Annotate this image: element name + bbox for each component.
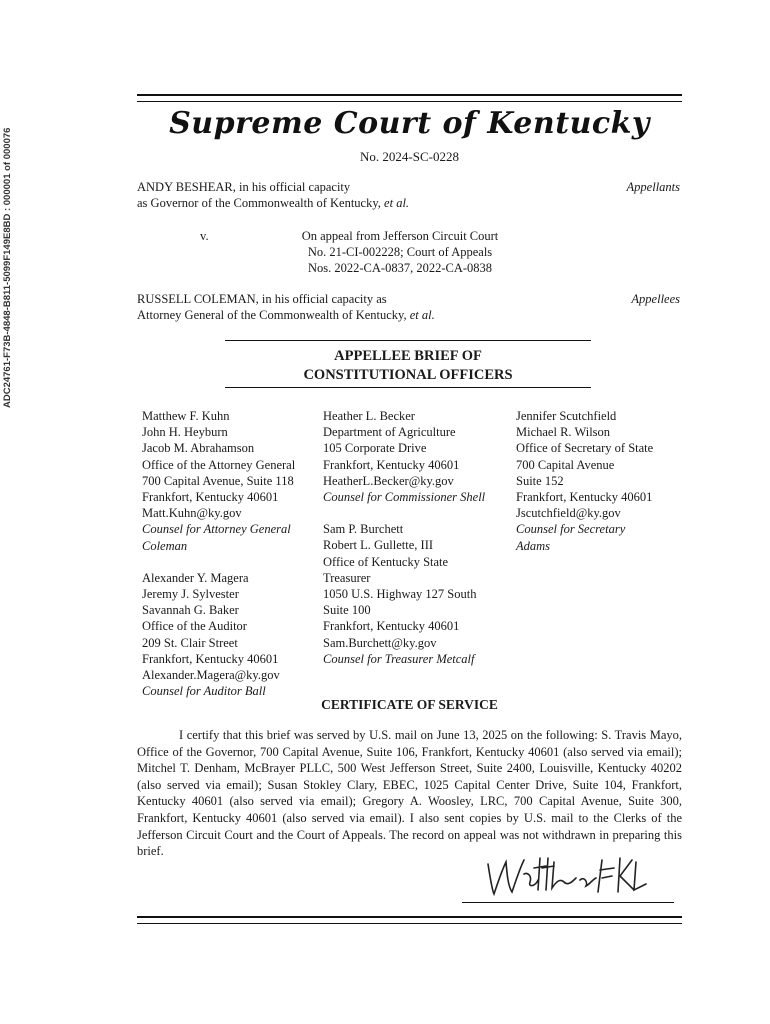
counsel-office: Office of Secretary of State bbox=[516, 441, 654, 456]
appellant-line1: ANDY BESHEAR, in his official capacity bbox=[137, 180, 351, 194]
appellant-line2 bbox=[137, 195, 409, 212]
certificate-body: I certify that this brief was served by U.S. mail on June 13, 2025 on the following: S. Travis Mayo, Office of the Governor, 700 Capital Avenue, Suite 106, Frankfort, Kentucky 40601 (also served via email); Mitchel T. Denham, McBrayer PLLC, 500 West Jefferson Street, Suite 2400, Louisville, Kentucky 40202 (also served via email); Susan Stokley Clary, EBEC, 1025 Capital Center Drive, Suite 104, Frankfort, Kentucky 40601 (also served via email); Gregory A. Woosley, LRC, 700 Capital Avenue, Suite 300, Frankfort, Kentucky 40601 (also served via email). I also sent copies by U.S. mail to the Clerks of the Jefferson Circuit Court and the Court of Appeals. The record on appeal was not withdrawn in preparing this brief. bbox=[137, 728, 682, 859]
counsel-city: Frankfort, Kentucky 40601 bbox=[323, 457, 460, 472]
counsel-email: Sam.Burchett@ky.gov bbox=[323, 635, 437, 650]
signature-line bbox=[462, 902, 674, 903]
counsel-name: Heather L. Becker bbox=[323, 409, 415, 423]
case-number: No. 2024-SC-0228 bbox=[360, 149, 459, 164]
counsel-address: Suite 152 bbox=[516, 473, 564, 488]
counsel-role: Counsel for Auditor Ball bbox=[142, 684, 266, 699]
title-rule-top bbox=[225, 340, 591, 341]
counsel-address: 1050 U.S. Highway 127 South bbox=[323, 587, 477, 602]
counsel-address: 700 Capital Avenue, Suite 118 bbox=[142, 473, 294, 488]
counsel-office: Department of Agriculture bbox=[323, 425, 456, 440]
court-title: Supreme Court of Kentucky bbox=[169, 106, 650, 141]
counsel-role: Coleman bbox=[142, 538, 188, 553]
versus: v. bbox=[200, 229, 209, 243]
counsel-name: John H. Heyburn bbox=[142, 425, 228, 440]
counsel-city: Frankfort, Kentucky 40601 bbox=[142, 651, 279, 666]
counsel-address: 105 Corporate Drive bbox=[323, 441, 427, 456]
counsel-email: HeatherL.Becker@ky.gov bbox=[323, 473, 454, 488]
counsel-name: Robert L. Gullette, III bbox=[323, 538, 434, 553]
appellee-etal: et al. bbox=[409, 308, 435, 322]
counsel-name: Matthew F. Kuhn bbox=[142, 409, 230, 423]
counsel-email: Alexander.Magera@ky.gov bbox=[142, 668, 280, 683]
appellee-line1: RUSSELL COLEMAN, in his official capacity as bbox=[137, 292, 387, 306]
counsel-column-3 bbox=[516, 408, 653, 554]
document-identifier: ADC24761-F73B-4848-B811-5099F149E8BD : 000001 of 000076 bbox=[2, 127, 13, 408]
counsel-name: Jennifer Scutchfield bbox=[516, 409, 617, 423]
counsel-address: 209 St. Clair Street bbox=[142, 635, 238, 650]
certificate-heading: CERTIFICATE OF SERVICE bbox=[321, 697, 498, 712]
counsel-office: Office of the Auditor bbox=[142, 619, 247, 634]
brief-title-line2: CONSTITUTIONAL OFFICERS bbox=[303, 367, 513, 383]
counsel-city: Frankfort, Kentucky 40601 bbox=[323, 619, 460, 634]
counsel-role: Counsel for Attorney General bbox=[142, 522, 291, 537]
appellant-etal: et al. bbox=[384, 196, 410, 210]
counsel-role: Adams bbox=[516, 538, 551, 553]
appeal-from-2: No. 21-CI-002228; Court of Appeals bbox=[307, 245, 493, 259]
counsel-email: Matt.Kuhn@ky.gov bbox=[142, 506, 242, 521]
signature bbox=[480, 852, 650, 902]
appellant-description: as Governor of the Commonwealth of Kentucky, bbox=[137, 196, 385, 210]
counsel-name: Sam P. Burchett bbox=[323, 522, 404, 537]
counsel-role: Counsel for Commissioner Shell bbox=[323, 490, 486, 505]
counsel-office: Office of Kentucky State bbox=[323, 554, 449, 569]
counsel-role: Counsel for Secretary bbox=[516, 522, 626, 537]
counsel-address: Suite 100 bbox=[323, 603, 371, 618]
counsel-name: Michael R. Wilson bbox=[516, 425, 611, 440]
counsel-name: Jeremy J. Sylvester bbox=[142, 587, 239, 602]
appellees-label: Appellees bbox=[631, 292, 680, 306]
counsel-name: Alexander Y. Magera bbox=[142, 570, 249, 585]
title-rule-bottom bbox=[225, 387, 591, 388]
counsel-city: Frankfort, Kentucky 40601 bbox=[516, 490, 653, 505]
brief-title bbox=[225, 347, 591, 385]
top-double-rule bbox=[137, 94, 682, 102]
appellee-description: Attorney General of the Commonwealth of Kentucky, bbox=[137, 308, 410, 322]
counsel-name: Jacob M. Abrahamson bbox=[142, 441, 255, 456]
appellants-label: Appellants bbox=[626, 180, 680, 194]
brief-title-line1: APPELLEE BRIEF OF bbox=[334, 348, 482, 364]
counsel-column-1 bbox=[142, 408, 295, 699]
counsel-name: Savannah G. Baker bbox=[142, 603, 239, 618]
counsel-column-2 bbox=[323, 408, 485, 667]
counsel-office: Treasurer bbox=[323, 570, 371, 585]
counsel-address: 700 Capital Avenue bbox=[516, 457, 615, 472]
appeal-from-1: On appeal from Jefferson Circuit Court bbox=[301, 229, 499, 243]
counsel-role: Counsel for Treasurer Metcalf bbox=[323, 651, 475, 666]
bottom-double-rule bbox=[137, 916, 682, 924]
counsel-city: Frankfort, Kentucky 40601 bbox=[142, 490, 279, 505]
counsel-office: Office of the Attorney General bbox=[142, 457, 296, 472]
counsel-email: Jscutchfield@ky.gov bbox=[516, 506, 621, 521]
appellee-line2 bbox=[137, 307, 435, 324]
appeal-from-3: Nos. 2022-CA-0837, 2022-CA-0838 bbox=[307, 261, 493, 275]
